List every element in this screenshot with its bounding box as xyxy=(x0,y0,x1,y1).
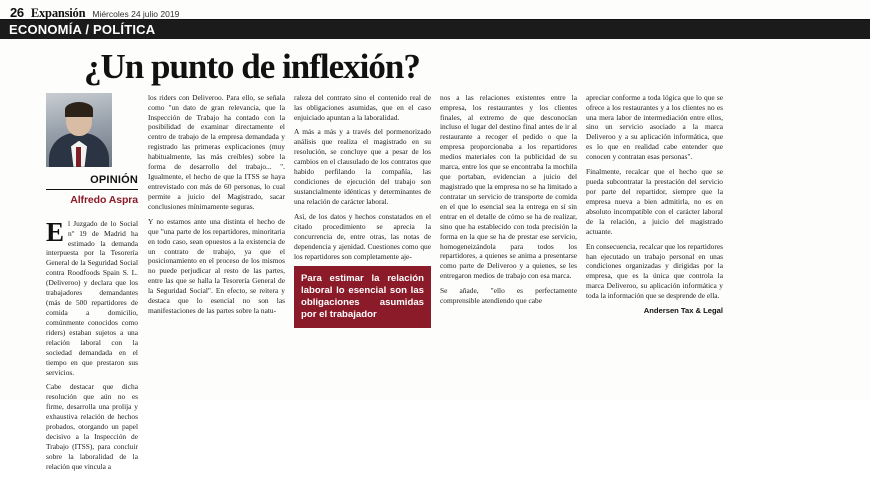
pull-quote: Para estimar la relación laboral lo esencial son las obligaciones asumidas por el trabajador xyxy=(294,266,431,328)
avatar xyxy=(46,93,112,167)
paragraph: Y no estamos ante una distinta el hecho de que "una parte de los repartidores, minoritaria en todo caso, sean opuestos a la existencia de un contrato de trabajo, ya que el posicionamiento en el proceso de los mismos no puede perjudicar al resto de las partes, entre las que se halla la Tesorería General de la Seguridad Social". En efecto, se reitera y destaca que lo esencial no son las manifestaciones de las partes sobre la natu- xyxy=(148,216,285,316)
avatar-tie xyxy=(76,147,81,167)
opinion-label: OPINIÓN xyxy=(90,173,138,186)
column-4 xyxy=(586,93,723,477)
author-column xyxy=(10,93,138,477)
text-columns xyxy=(148,93,860,477)
intro-paragraph-2: Cabe destacar que dicha resolución que aún no es firme, desarrolla una prolija y exhaustiva relación de hechos probados, otorgando un papel decisivo a la Inspección de Trabajo (ITSS), para concluir sobre la laboralidad de la relación que vincula a xyxy=(46,382,138,471)
paragraph: Finalmente, recalcar que el hecho que se pueda subcontratar la prestación del servicio por parte del repartidor, siempre que la empresa nueva a bien admitirla, no es en absoluto incompatible con el carácter laboral de la relación, a juicio del magistrado actuante. xyxy=(586,167,723,236)
article-signature: Andersen Tax & Legal xyxy=(643,306,723,316)
page-number: 26 xyxy=(10,5,24,20)
article-body xyxy=(0,93,870,477)
masthead xyxy=(0,0,870,20)
section-title: ECONOMÍA / POLÍTICA xyxy=(9,22,156,37)
paragraph: A más a más y a través del pormenorizado análisis que realiza el magistrado en su resolución, se concluye que a pesar de los cambios en el clausulado de los contratos que habido perfilando la compañía, las condiciones de ejecución del trabajo son sustancialmente idénticas y determinantes de una relación de carácter laboral. xyxy=(294,127,431,206)
paragraph: apreciar conforme a toda lógica que lo que se ofrece a los restaurantes y a los clientes no es una mera labor de intermediación entre ellos, sino un servicio asociado a la marca Deliveroo y a su aplicación informática, que es lo que en realidad cabe entender que conocen y contratan esas personas". xyxy=(586,92,723,162)
page-title: ¿Un punto de inflexión? xyxy=(84,47,420,86)
intro-paragraph-1: l Juzgado de lo Social nº 19 de Madrid ha estimado la demanda interpuesta por la Tesorería General de la Seguridad Social contra Roodfoods Spain S. L. (Deliveroo) y declara que los trabajadores demandantes (más de 500 repartidores de comida a domicilio, comúnmente conocidos como riders) estaban sujetos a una relación laboral con la sociedad demandada en el tiempo en que prestaron sus servicios. xyxy=(46,218,138,377)
author-name: Alfredo Aspra xyxy=(70,193,138,206)
paragraph: nos a las relaciones existentes entre la empresa, los restaurantes y los clientes finales, al extremo de que desconocían incluso el lugar del destino final antes de ir al restaurante a recoger el pedido o que la empresa proporcionaba a los repartidores medios materiales con la publicidad de su marca, entre los que se encontraba la mochila que portaban, evidencian a juicio del magistrado que la empresa no se ha limitado a contratar un servicio de transporte de comida en el que lo esencial sea la entrega en sí sin entrar en el detalle de cómo se ha de realizar, sino que ha establecido con toda precisión la forma en la que se ha de prestar ese servicio, homogeneizándola para todos los repartidores, a quienes se anima a presentarse como parte de Deliveroo y a quienes, se les entregaron medios de trabajo con esa marca. xyxy=(440,92,577,281)
column-2 xyxy=(294,93,431,477)
section-band xyxy=(0,20,870,39)
paragraph: Así, de los datos y hechos constatados en el citado procedimiento se aprecia la concurrencia de, entre otras, las notas de dependencia y ajenidad. Cuestiones como que los repartidores son completamente aje- xyxy=(294,211,431,261)
headline-wrap xyxy=(0,39,870,93)
paragraph: Se añade, "ello es perfectamente comprensible atendiendo que cabe xyxy=(440,286,577,306)
paragraph: En consecuencia, recalcar que los repartidores han ejecutado un trabajo personal en unas condiciones organizadas y dirigidas por la empresa, que es la única que controla la marca Deliveroo, su aplicación informática y toda la información que se desprende de ella. xyxy=(586,241,723,301)
avatar-hair xyxy=(65,102,93,117)
paragraph: raleza del contrato sino el contenido real de las obligaciones asumidas, que en el caso enjuiciado apuntan a la laboralidad. xyxy=(294,92,431,122)
author-divider xyxy=(46,189,138,190)
paragraph: los riders con Deliveroo. Para ello, se señala como "un dato de gran relevancia, que la Inspección de Trabajo ha contado con la posibilidad de examinar directamente el centro de trabajo de la empresa demandada y registrado las primeras explicaciones (muy habitualmente, las más creíbles) sobre la forma de desarrollo del trabajo... ". Igualmente, el hecho de que la ITSS se haya entrevistado con más de 60 personas, lo cual permite a juicio del Magistrado, sacar conclusiones mínimamente seguras. xyxy=(148,92,285,211)
drop-cap: E xyxy=(46,216,65,247)
column-3 xyxy=(440,93,577,477)
column-1 xyxy=(148,93,285,477)
paper-name: Expansión xyxy=(30,6,86,20)
intro-text-block xyxy=(46,216,138,472)
issue-date: Miércoles 24 julio 2019 xyxy=(92,9,180,19)
